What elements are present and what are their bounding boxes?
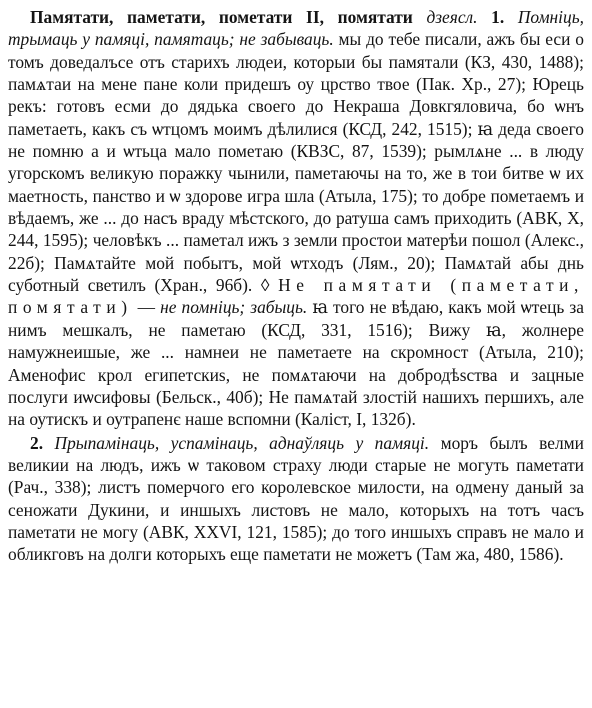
phrase-dash: — — [137, 297, 156, 318]
sense-2-gloss: Прыпамінаць, успамінаць, аднаўляць у памяці. — [54, 432, 430, 453]
phrase-gloss: не помніць; забыць. — [160, 297, 308, 318]
entry-headword: Памятати, паметати, пометати II, помятати — [30, 7, 413, 27]
sense-2-number: 2. — [30, 432, 44, 453]
sense-1-gloss: Помніць, трымаць у памяці, памятаць; не забываць. — [8, 7, 584, 50]
phrase-headword: Не памятати (паметати, помятати) — [8, 275, 584, 318]
sense-1-number: 1. — [491, 7, 505, 27]
sense-2-paragraph — [8, 432, 584, 566]
phrase-separator: ◊ — [260, 275, 270, 296]
sense-1-citations: мы до тебе писали, ажъ бы еси о томъ доведалъсе отъ старихъ людеи, которыи бы памятали (КЗ, 430, 1488); памѧтаи на мене пане коли придешъ оу црство твое (Пак. Хр., 27); Юрець рекъ: готовъ есми до дядька своего до Некраша Довкгяловича, бо ѡнъ паметаеть, какъ съ ѡтцомъ моимъ дѣлилися (КСД, 242, 1515); ꙗ деда своего не помню а и ѡтьца мало пометаю (КВЗС, 87, 1539); рымлѧне ... в люду угорскомъ великую поражку чынили, паметаючы на то, же в тои битве ѡ их маетность, панство и ѡ здорове игра шла (Атыла, 175); то добре пометаемъ и вѣдаемъ, же ... до насъ враду мѣстского, до ратуша самъ приходить (АВК, X, 244, 1595); человѣкъ ... паметал ижъ з земли простои матерѣи пошол (Алекс., 22б); Памѧтайте мой побытъ, мой ѡтходъ (Лям., 20); Памѧтай абы днь суботный светилъ (Хран., 96б). — [8, 29, 584, 296]
sense-1-paragraph — [8, 6, 584, 431]
grammar-label: дзеясл. — [426, 7, 478, 27]
phrase-citations: ꙗ того не вѣдаю, какъ мой ѡтець за нимъ мешкалъ, не паметаю (КСД, 331, 1516); Вижу ꙗ, жолнере намужнеишые, же ... намнеи не паметаете на скромност (Атыла, 210); Аменофис крол египетскиѕ, не помѧтаючи на добродѣѕства и зацные послуги иѡсифовы (Бельск., 40б); Не памѧтай злостій нашихъ першихъ, але на оутискъ и оутрапенє наше вспомни (Калiст, I, 132б). — [8, 297, 584, 430]
sense-2-citations: моръ былъ велми великии на людъ, ижъ ѡ таковом страху люди старые не могуть паметати (Рач., 338); листъ померчого его королевское милости, на одмену даный за сеножати Дукини, и иншыхъ листовъ не мало, которыхъ на тотъ часъ паметати не могу (АВК, XXVI, 121, 1585); до того иншыхъ справъ не мало и обликговъ на долги которыхъ еще паметати не можетъ (Там жа, 480, 1586). — [8, 432, 584, 565]
